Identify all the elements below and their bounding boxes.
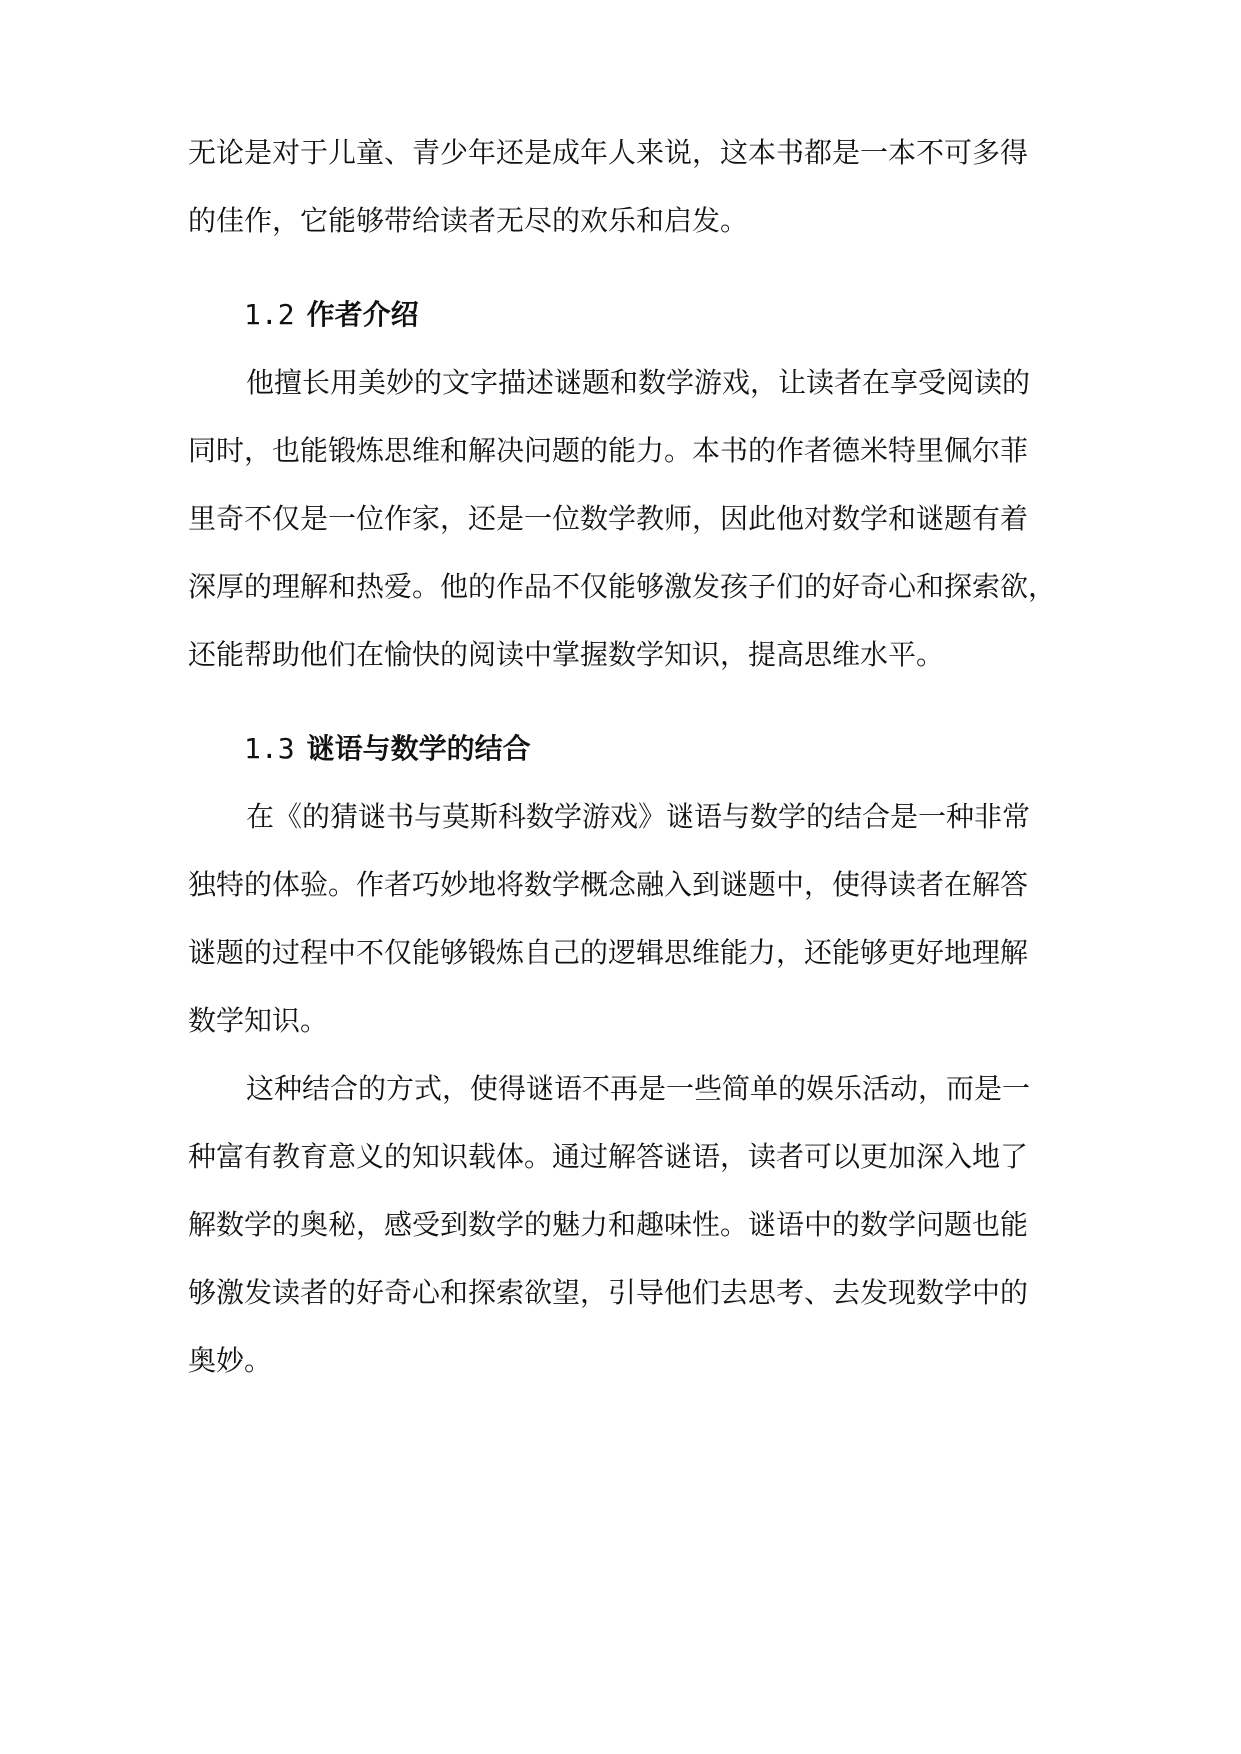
section-1-3-p2-line-2: 种富有教育意义的知识载体。通过解答谜语，读者可以更加深入地了 — [188, 1140, 1029, 1173]
section-1-2-line-1: 他擅长用美妙的文字描述谜题和数学游戏，让读者在享受阅读的 — [246, 366, 1031, 399]
section-1-3-p2-line-1: 这种结合的方式，使得谜语不再是一些简单的娱乐活动，而是一 — [246, 1072, 1031, 1105]
section-1-2-line-4: 深厚的理解和热爱。他的作品不仅能够激发孩子们的好奇心和探索欲， — [188, 570, 1057, 603]
section-number: 1.2 — [244, 298, 295, 331]
section-1-3-p2-line-3: 解数学的奥秘，感受到数学的魅力和趣味性。谜语中的数学问题也能 — [188, 1208, 1029, 1241]
section-number: 1.3 — [244, 732, 295, 765]
intro-line-1: 无论是对于儿童、青少年还是成年人来说，这本书都是一本不可多得 — [188, 136, 1029, 169]
section-1-2-line-3: 里奇不仅是一位作家，还是一位数学教师，因此他对数学和谜题有着 — [188, 502, 1029, 535]
section-1-3-p2-line-4: 够激发读者的好奇心和探索欲望，引导他们去思考、去发现数学中的 — [188, 1276, 1029, 1309]
section-heading-1-3 — [244, 729, 531, 769]
section-1-3-p2-line-5: 奥妙。 — [188, 1344, 273, 1377]
section-1-2-line-5: 还能帮助他们在愉快的阅读中掌握数学知识，提高思维水平。 — [188, 638, 945, 671]
section-title: 作者介绍 — [306, 298, 419, 331]
intro-line-2: 的佳作，它能够带给读者无尽的欢乐和启发。 — [188, 204, 749, 237]
section-1-3-p1-line-2: 独特的体验。作者巧妙地将数学概念融入到谜题中，使得读者在解答 — [188, 868, 1029, 901]
section-heading-1-2 — [244, 295, 419, 335]
section-1-3-p1-line-4: 数学知识。 — [188, 1004, 329, 1037]
section-1-3-p1-line-3: 谜题的过程中不仅能够锻炼自己的逻辑思维能力，还能够更好地理解 — [188, 936, 1029, 969]
section-1-3-p1-line-1: 在《的猜谜书与莫斯科数学游戏》谜语与数学的结合是一种非常 — [246, 800, 1031, 833]
section-title: 谜语与数学的结合 — [306, 732, 531, 765]
section-1-2-line-2: 同时，也能锻炼思维和解决问题的能力。本书的作者德米特里佩尔菲 — [188, 434, 1029, 467]
